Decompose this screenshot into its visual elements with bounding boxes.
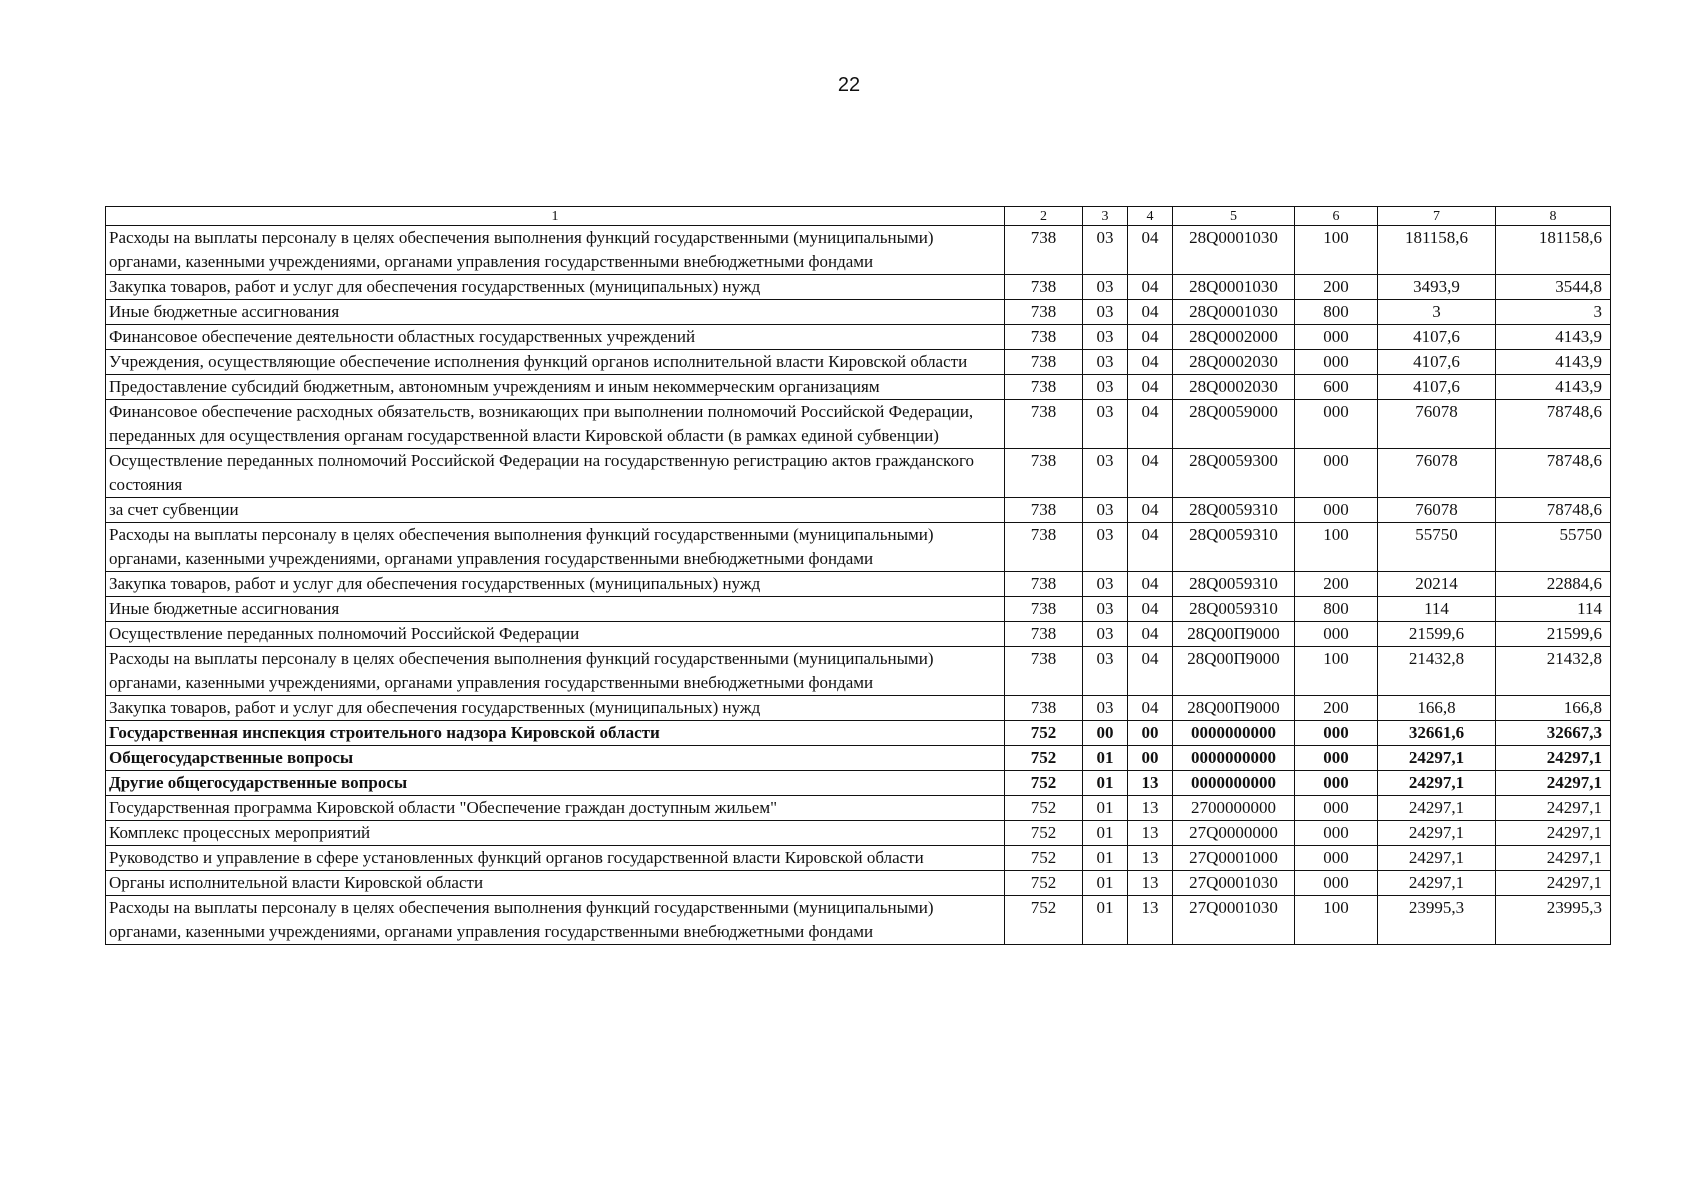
table-row — [106, 896, 1611, 945]
row-target-cell: 27Q0001030 — [1173, 896, 1295, 945]
row-amount-2-cell: 21432,8 — [1496, 647, 1611, 696]
row-section-cell: 03 — [1083, 449, 1128, 498]
row-section-cell: 01 — [1083, 796, 1128, 821]
row-amount-1-cell: 24297,1 — [1378, 871, 1496, 896]
row-name-cell: Расходы на выплаты персоналу в целях обеспечения выполнения функций государственными (муниципальными) органами, казенными учреждениями, органами управления государственными внебюджетными фондами — [106, 896, 1005, 945]
row-section-cell: 03 — [1083, 300, 1128, 325]
row-expense-type-cell: 100 — [1295, 896, 1378, 945]
row-ministry-cell: 738 — [1005, 350, 1083, 375]
row-section-cell: 03 — [1083, 523, 1128, 572]
row-section-cell: 03 — [1083, 275, 1128, 300]
table-row — [106, 746, 1611, 771]
row-subsection-cell: 04 — [1128, 696, 1173, 721]
row-expense-type-cell: 000 — [1295, 821, 1378, 846]
row-name-cell: Расходы на выплаты персоналу в целях обеспечения выполнения функций государственными (муниципальными) органами, казенными учреждениями, органами управления государственными внебюджетными фондами — [106, 647, 1005, 696]
row-section-cell: 03 — [1083, 325, 1128, 350]
row-name-cell: Комплекс процессных мероприятий — [106, 821, 1005, 846]
row-amount-2-cell: 181158,6 — [1496, 226, 1611, 275]
row-subsection-cell: 04 — [1128, 400, 1173, 449]
row-name-cell: Осуществление переданных полномочий Российской Федерации на государственную регистрацию актов гражданского состояния — [106, 449, 1005, 498]
row-target-cell: 28Q0059310 — [1173, 523, 1295, 572]
row-subsection-cell: 04 — [1128, 622, 1173, 647]
row-expense-type-cell: 000 — [1295, 449, 1378, 498]
row-subsection-cell: 13 — [1128, 821, 1173, 846]
table-row — [106, 300, 1611, 325]
row-target-cell: 28Q0059310 — [1173, 597, 1295, 622]
row-name-cell: Общегосударственные вопросы — [106, 746, 1005, 771]
row-amount-1-cell: 3 — [1378, 300, 1496, 325]
row-amount-1-cell: 23995,3 — [1378, 896, 1496, 945]
table-row — [106, 498, 1611, 523]
table-row — [106, 846, 1611, 871]
row-expense-type-cell: 000 — [1295, 746, 1378, 771]
row-expense-type-cell: 100 — [1295, 226, 1378, 275]
row-subsection-cell: 04 — [1128, 597, 1173, 622]
row-section-cell: 01 — [1083, 846, 1128, 871]
header-cell: 6 — [1295, 207, 1378, 226]
row-section-cell: 01 — [1083, 746, 1128, 771]
row-expense-type-cell: 200 — [1295, 696, 1378, 721]
table-row — [106, 647, 1611, 696]
row-target-cell: 2700000000 — [1173, 796, 1295, 821]
row-amount-1-cell: 21432,8 — [1378, 647, 1496, 696]
row-subsection-cell: 04 — [1128, 375, 1173, 400]
row-amount-2-cell: 166,8 — [1496, 696, 1611, 721]
row-target-cell: 0000000000 — [1173, 746, 1295, 771]
row-amount-1-cell: 114 — [1378, 597, 1496, 622]
row-ministry-cell: 738 — [1005, 572, 1083, 597]
row-section-cell: 03 — [1083, 696, 1128, 721]
row-amount-2-cell: 4143,9 — [1496, 350, 1611, 375]
row-amount-1-cell: 166,8 — [1378, 696, 1496, 721]
row-subsection-cell: 04 — [1128, 325, 1173, 350]
row-name-cell: Государственная инспекция строительного надзора Кировской области — [106, 721, 1005, 746]
row-name-cell: Другие общегосударственные вопросы — [106, 771, 1005, 796]
row-amount-1-cell: 24297,1 — [1378, 846, 1496, 871]
row-ministry-cell: 738 — [1005, 275, 1083, 300]
row-subsection-cell: 13 — [1128, 796, 1173, 821]
row-ministry-cell: 738 — [1005, 325, 1083, 350]
header-cell: 4 — [1128, 207, 1173, 226]
table-row — [106, 721, 1611, 746]
row-section-cell: 03 — [1083, 350, 1128, 375]
row-amount-2-cell: 24297,1 — [1496, 746, 1611, 771]
row-name-cell: Закупка товаров, работ и услуг для обеспечения государственных (муниципальных) нужд — [106, 275, 1005, 300]
row-amount-1-cell: 181158,6 — [1378, 226, 1496, 275]
row-name-cell: Закупка товаров, работ и услуг для обеспечения государственных (муниципальных) нужд — [106, 572, 1005, 597]
row-amount-1-cell: 20214 — [1378, 572, 1496, 597]
row-amount-2-cell: 24297,1 — [1496, 821, 1611, 846]
row-amount-1-cell: 24297,1 — [1378, 821, 1496, 846]
row-amount-2-cell: 21599,6 — [1496, 622, 1611, 647]
row-name-cell: Закупка товаров, работ и услуг для обеспечения государственных (муниципальных) нужд — [106, 696, 1005, 721]
row-ministry-cell: 752 — [1005, 746, 1083, 771]
row-expense-type-cell: 000 — [1295, 771, 1378, 796]
row-ministry-cell: 738 — [1005, 647, 1083, 696]
row-expense-type-cell: 000 — [1295, 400, 1378, 449]
row-target-cell: 28Q0059300 — [1173, 449, 1295, 498]
row-amount-2-cell: 24297,1 — [1496, 846, 1611, 871]
row-amount-2-cell: 22884,6 — [1496, 572, 1611, 597]
row-ministry-cell: 738 — [1005, 597, 1083, 622]
row-subsection-cell: 04 — [1128, 647, 1173, 696]
row-name-cell: Руководство и управление в сфере установленных функций органов государственной власти Кировской области — [106, 846, 1005, 871]
row-ministry-cell: 752 — [1005, 721, 1083, 746]
row-amount-1-cell: 24297,1 — [1378, 746, 1496, 771]
row-target-cell: 28Q0001030 — [1173, 226, 1295, 275]
budget-table — [105, 206, 1611, 945]
row-amount-1-cell: 24297,1 — [1378, 771, 1496, 796]
row-section-cell: 00 — [1083, 721, 1128, 746]
row-amount-2-cell: 32667,3 — [1496, 721, 1611, 746]
row-amount-1-cell: 24297,1 — [1378, 796, 1496, 821]
row-subsection-cell: 00 — [1128, 721, 1173, 746]
header-cell: 8 — [1496, 207, 1611, 226]
row-name-cell: Государственная программа Кировской области "Обеспечение граждан доступным жильем" — [106, 796, 1005, 821]
row-target-cell: 28Q0059310 — [1173, 572, 1295, 597]
row-section-cell: 03 — [1083, 572, 1128, 597]
row-ministry-cell: 738 — [1005, 449, 1083, 498]
row-expense-type-cell: 000 — [1295, 796, 1378, 821]
row-expense-type-cell: 000 — [1295, 871, 1378, 896]
row-expense-type-cell: 000 — [1295, 721, 1378, 746]
row-expense-type-cell: 200 — [1295, 572, 1378, 597]
row-subsection-cell: 04 — [1128, 498, 1173, 523]
row-name-cell: Расходы на выплаты персоналу в целях обеспечения выполнения функций государственными (муниципальными) органами, казенными учреждениями, органами управления государственными внебюджетными фондами — [106, 226, 1005, 275]
row-section-cell: 01 — [1083, 771, 1128, 796]
row-section-cell: 03 — [1083, 226, 1128, 275]
row-section-cell: 03 — [1083, 647, 1128, 696]
row-name-cell: Учреждения, осуществляющие обеспечение исполнения функций органов исполнительной власти Кировской области — [106, 350, 1005, 375]
row-section-cell: 03 — [1083, 400, 1128, 449]
table-row — [106, 771, 1611, 796]
row-ministry-cell: 738 — [1005, 226, 1083, 275]
row-subsection-cell: 13 — [1128, 871, 1173, 896]
row-expense-type-cell: 100 — [1295, 647, 1378, 696]
row-subsection-cell: 04 — [1128, 523, 1173, 572]
row-name-cell: Расходы на выплаты персоналу в целях обеспечения выполнения функций государственными (муниципальными) органами, казенными учреждениями, органами управления государственными внебюджетными фондами — [106, 523, 1005, 572]
table-row — [106, 449, 1611, 498]
row-ministry-cell: 738 — [1005, 498, 1083, 523]
row-amount-2-cell: 78748,6 — [1496, 400, 1611, 449]
row-ministry-cell: 752 — [1005, 846, 1083, 871]
table-row — [106, 325, 1611, 350]
row-name-cell: Органы исполнительной власти Кировской области — [106, 871, 1005, 896]
row-amount-2-cell: 24297,1 — [1496, 796, 1611, 821]
row-expense-type-cell: 800 — [1295, 300, 1378, 325]
row-ministry-cell: 738 — [1005, 400, 1083, 449]
table-row — [106, 275, 1611, 300]
row-section-cell: 01 — [1083, 871, 1128, 896]
row-amount-2-cell: 4143,9 — [1496, 375, 1611, 400]
table-row — [106, 572, 1611, 597]
row-subsection-cell: 04 — [1128, 572, 1173, 597]
row-amount-2-cell: 4143,9 — [1496, 325, 1611, 350]
row-amount-1-cell: 76078 — [1378, 449, 1496, 498]
header-cell: 1 — [106, 207, 1005, 226]
row-name-cell: Финансовое обеспечение расходных обязательств, возникающих при выполнении полномочий Российской Федерации, переданных для осуществления органам государственной власти Кировской области (в рамках единой субвенции) — [106, 400, 1005, 449]
row-expense-type-cell: 000 — [1295, 622, 1378, 647]
row-amount-1-cell: 4107,6 — [1378, 350, 1496, 375]
row-target-cell: 28Q00П9000 — [1173, 696, 1295, 721]
table-body — [106, 226, 1611, 945]
row-name-cell: за счет субвенции — [106, 498, 1005, 523]
table-row — [106, 523, 1611, 572]
row-amount-1-cell: 3493,9 — [1378, 275, 1496, 300]
table-row — [106, 400, 1611, 449]
row-expense-type-cell: 000 — [1295, 350, 1378, 375]
row-expense-type-cell: 000 — [1295, 325, 1378, 350]
row-section-cell: 03 — [1083, 498, 1128, 523]
table-row — [106, 622, 1611, 647]
row-name-cell: Финансовое обеспечение деятельности областных государственных учреждений — [106, 325, 1005, 350]
row-subsection-cell: 04 — [1128, 226, 1173, 275]
row-subsection-cell: 00 — [1128, 746, 1173, 771]
row-amount-2-cell: 55750 — [1496, 523, 1611, 572]
row-section-cell: 01 — [1083, 821, 1128, 846]
row-ministry-cell: 752 — [1005, 896, 1083, 945]
table-row — [106, 871, 1611, 896]
table-row — [106, 226, 1611, 275]
row-section-cell: 03 — [1083, 622, 1128, 647]
row-section-cell: 01 — [1083, 896, 1128, 945]
row-ministry-cell: 752 — [1005, 771, 1083, 796]
row-name-cell: Предоставление субсидий бюджетным, автономным учреждениям и иным некоммерческим организациям — [106, 375, 1005, 400]
row-ministry-cell: 738 — [1005, 375, 1083, 400]
row-expense-type-cell: 600 — [1295, 375, 1378, 400]
row-target-cell: 27Q0000000 — [1173, 821, 1295, 846]
row-amount-1-cell: 4107,6 — [1378, 325, 1496, 350]
row-target-cell: 28Q00П9000 — [1173, 622, 1295, 647]
table-row — [106, 375, 1611, 400]
row-ministry-cell: 738 — [1005, 622, 1083, 647]
row-ministry-cell: 738 — [1005, 300, 1083, 325]
table-row — [106, 350, 1611, 375]
row-target-cell: 0000000000 — [1173, 771, 1295, 796]
row-amount-2-cell: 24297,1 — [1496, 771, 1611, 796]
row-name-cell: Иные бюджетные ассигнования — [106, 597, 1005, 622]
row-ministry-cell: 752 — [1005, 871, 1083, 896]
row-amount-1-cell: 4107,6 — [1378, 375, 1496, 400]
row-expense-type-cell: 800 — [1295, 597, 1378, 622]
row-subsection-cell: 13 — [1128, 846, 1173, 871]
header-cell: 2 — [1005, 207, 1083, 226]
row-amount-2-cell: 78748,6 — [1496, 498, 1611, 523]
row-subsection-cell: 04 — [1128, 449, 1173, 498]
row-amount-1-cell: 76078 — [1378, 400, 1496, 449]
row-amount-1-cell: 55750 — [1378, 523, 1496, 572]
row-amount-1-cell: 32661,6 — [1378, 721, 1496, 746]
header-cell: 7 — [1378, 207, 1496, 226]
row-section-cell: 03 — [1083, 597, 1128, 622]
row-expense-type-cell: 200 — [1295, 275, 1378, 300]
row-target-cell: 28Q0002030 — [1173, 375, 1295, 400]
row-amount-2-cell: 114 — [1496, 597, 1611, 622]
row-expense-type-cell: 100 — [1295, 523, 1378, 572]
row-ministry-cell: 738 — [1005, 696, 1083, 721]
row-amount-1-cell: 21599,6 — [1378, 622, 1496, 647]
table-row — [106, 696, 1611, 721]
row-target-cell: 28Q0059000 — [1173, 400, 1295, 449]
row-subsection-cell: 04 — [1128, 275, 1173, 300]
row-target-cell: 28Q00П9000 — [1173, 647, 1295, 696]
page-number: 22 — [837, 74, 861, 96]
header-row — [106, 207, 1611, 226]
row-subsection-cell: 13 — [1128, 896, 1173, 945]
row-ministry-cell: 752 — [1005, 796, 1083, 821]
row-expense-type-cell: 000 — [1295, 498, 1378, 523]
row-target-cell: 0000000000 — [1173, 721, 1295, 746]
header-cell: 3 — [1083, 207, 1128, 226]
row-target-cell: 28Q0002030 — [1173, 350, 1295, 375]
row-amount-2-cell: 24297,1 — [1496, 871, 1611, 896]
row-target-cell: 28Q0001030 — [1173, 275, 1295, 300]
row-subsection-cell: 13 — [1128, 771, 1173, 796]
row-target-cell: 27Q0001000 — [1173, 846, 1295, 871]
row-ministry-cell: 752 — [1005, 821, 1083, 846]
row-name-cell: Иные бюджетные ассигнования — [106, 300, 1005, 325]
table-row — [106, 796, 1611, 821]
row-name-cell: Осуществление переданных полномочий Российской Федерации — [106, 622, 1005, 647]
row-target-cell: 28Q0059310 — [1173, 498, 1295, 523]
table-row — [106, 597, 1611, 622]
row-target-cell: 28Q0001030 — [1173, 300, 1295, 325]
row-target-cell: 28Q0002000 — [1173, 325, 1295, 350]
row-subsection-cell: 04 — [1128, 350, 1173, 375]
row-amount-2-cell: 3 — [1496, 300, 1611, 325]
row-target-cell: 27Q0001030 — [1173, 871, 1295, 896]
row-expense-type-cell: 000 — [1295, 846, 1378, 871]
row-amount-2-cell: 3544,8 — [1496, 275, 1611, 300]
row-amount-2-cell: 78748,6 — [1496, 449, 1611, 498]
row-section-cell: 03 — [1083, 375, 1128, 400]
row-ministry-cell: 738 — [1005, 523, 1083, 572]
row-amount-2-cell: 23995,3 — [1496, 896, 1611, 945]
row-amount-1-cell: 76078 — [1378, 498, 1496, 523]
table-row — [106, 821, 1611, 846]
row-subsection-cell: 04 — [1128, 300, 1173, 325]
header-cell: 5 — [1173, 207, 1295, 226]
